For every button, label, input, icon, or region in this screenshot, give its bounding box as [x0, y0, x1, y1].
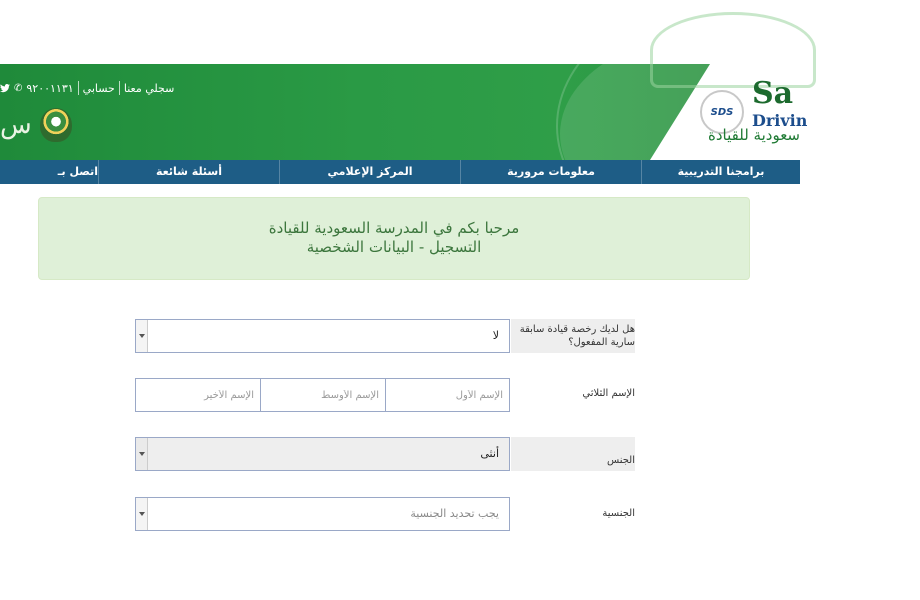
chevron-down-icon[interactable]	[136, 320, 148, 352]
main-nav	[0, 160, 800, 184]
gender-select-value: أنثى	[480, 447, 499, 460]
logo-text-driving[interactable]: Drivin	[752, 111, 808, 130]
nav-item-traffic-info[interactable]: معلومات مرورية	[460, 160, 641, 184]
registration-subtitle: التسجيل - البيانات الشخصية	[306, 238, 482, 256]
chevron-down-icon[interactable]	[136, 438, 148, 470]
gender-label: الجنس	[606, 454, 635, 466]
nationality-select-placeholder: يجب تحديد الجنسية	[410, 507, 499, 520]
ministry-emblem-icon	[40, 108, 72, 142]
first-name-input[interactable]	[385, 378, 510, 412]
gender-label-cell	[511, 437, 635, 471]
nationality-select[interactable]	[135, 497, 510, 531]
logo-text-sa[interactable]: Sa	[752, 76, 794, 111]
nav-item-media-center[interactable]: المركز الإعلامي	[279, 160, 460, 184]
license-select-value: لا	[492, 329, 499, 342]
phone-number[interactable]: ٩٢٠٠١١٣١	[26, 81, 74, 95]
license-label: هل لديك رخصة قيادة سابقة سارية المفعول؟	[511, 319, 635, 353]
nav-item-training-programs[interactable]: برامجنا التدريبية	[641, 160, 800, 184]
divider	[119, 81, 120, 95]
last-name-input[interactable]	[135, 378, 261, 412]
divider	[78, 81, 79, 95]
register-link[interactable]: سجلي معنا	[123, 81, 175, 95]
nav-item-contact[interactable]: اتصل بـ	[57, 165, 98, 178]
twitter-icon[interactable]	[0, 84, 10, 93]
full-name-label: الإسم الثلاثي	[582, 388, 635, 399]
my-account-link[interactable]: حسابي	[82, 81, 115, 95]
sds-logo-badge[interactable]: SDS	[700, 90, 744, 134]
welcome-title: مرحبا بكم في المدرسة السعودية للقيادة	[268, 219, 520, 237]
nav-item-faq[interactable]: أسئلة شائعة	[98, 160, 279, 184]
middle-name-input[interactable]	[260, 378, 386, 412]
license-select[interactable]	[135, 319, 510, 353]
chevron-down-icon[interactable]	[136, 498, 148, 530]
top-links	[0, 80, 174, 96]
logo-text-arabic[interactable]: سعودية للقيادة	[708, 126, 800, 144]
welcome-alert	[38, 197, 750, 280]
gender-select[interactable]	[135, 437, 510, 471]
phone-icon: ✆	[14, 82, 23, 94]
nationality-label: الجنسية	[602, 508, 635, 519]
vision-logo-icon: س	[0, 110, 32, 140]
